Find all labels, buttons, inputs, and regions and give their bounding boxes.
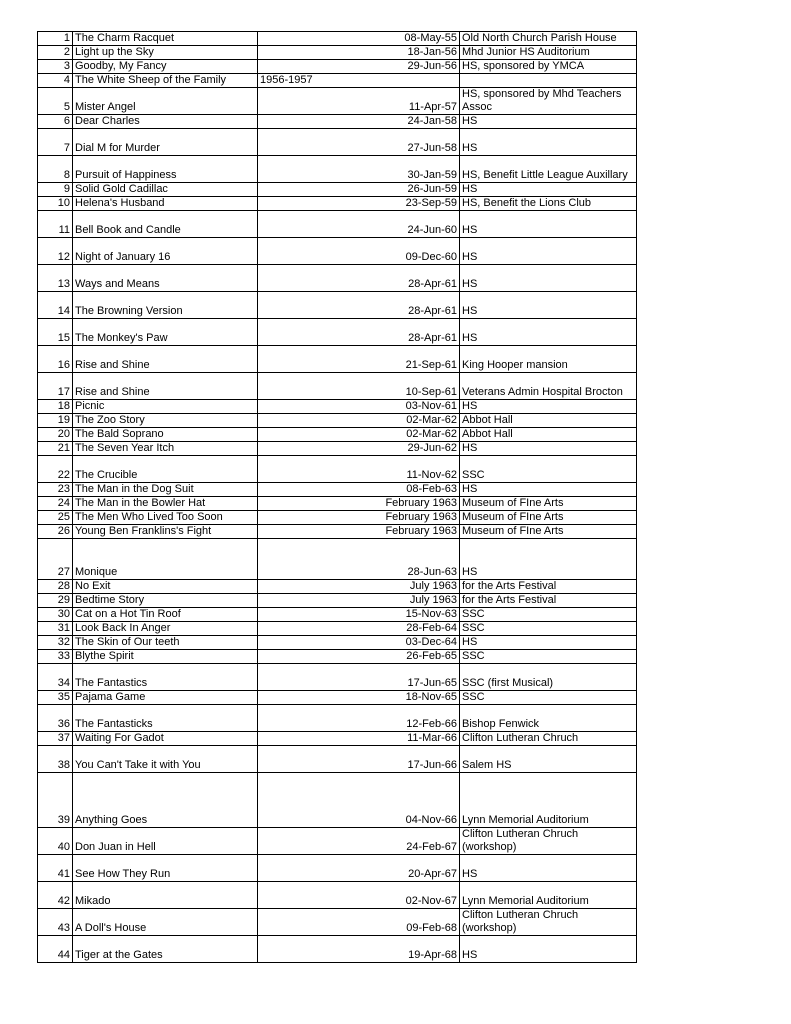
row-number: 30	[38, 608, 73, 622]
play-title: Goodby, My Fancy	[73, 60, 258, 74]
performance-date: 02-Nov-67	[258, 882, 460, 909]
row-number: 4	[38, 74, 73, 88]
row-number: 28	[38, 580, 73, 594]
table-row	[38, 442, 637, 456]
table-row	[38, 319, 637, 346]
performance-date: 20-Apr-67	[258, 855, 460, 882]
performance-date: 26-Feb-65	[258, 650, 460, 664]
venue: for the Arts Festival	[460, 580, 637, 594]
venue: Museum of FIne Arts	[460, 525, 637, 539]
table-row	[38, 936, 637, 963]
play-title: Solid Gold Cadillac	[73, 183, 258, 197]
performance-date: 09-Dec-60	[258, 238, 460, 265]
venue: Lynn Memorial Auditorium	[460, 773, 637, 828]
row-number: 16	[38, 346, 73, 373]
performance-date: 03-Dec-64	[258, 636, 460, 650]
row-number: 43	[38, 909, 73, 936]
row-number: 42	[38, 882, 73, 909]
performance-date: 24-Jan-58	[258, 115, 460, 129]
table-row	[38, 483, 637, 497]
row-number: 40	[38, 828, 73, 855]
play-title: Mikado	[73, 882, 258, 909]
table-row	[38, 882, 637, 909]
venue: HS	[460, 319, 637, 346]
table-row	[38, 183, 637, 197]
table-row	[38, 414, 637, 428]
table-row	[38, 580, 637, 594]
table-row	[38, 828, 637, 855]
play-title: No Exit	[73, 580, 258, 594]
row-number: 2	[38, 46, 73, 60]
table-row	[38, 292, 637, 319]
row-number: 33	[38, 650, 73, 664]
venue: HS	[460, 442, 637, 456]
venue: HS	[460, 636, 637, 650]
table-row	[38, 346, 637, 373]
performance-date: February 1963	[258, 511, 460, 525]
play-title: Don Juan in Hell	[73, 828, 258, 855]
row-number: 29	[38, 594, 73, 608]
venue: SSC	[460, 622, 637, 636]
performance-date: 02-Mar-62	[258, 414, 460, 428]
venue: SSC	[460, 456, 637, 483]
table-row	[38, 511, 637, 525]
venue: HS, Benefit Little League Auxillary	[460, 156, 637, 183]
table-row	[38, 115, 637, 129]
table-row	[38, 238, 637, 265]
venue	[460, 74, 637, 88]
performance-date: 28-Apr-61	[258, 292, 460, 319]
row-number: 25	[38, 511, 73, 525]
row-number: 6	[38, 115, 73, 129]
play-title: Cat on a Hot Tin Roof	[73, 608, 258, 622]
table-row	[38, 539, 637, 580]
performance-date: 17-Jun-66	[258, 746, 460, 773]
play-title: Bell Book and Candle	[73, 211, 258, 238]
venue: HS	[460, 483, 637, 497]
performance-date: 21-Sep-61	[258, 346, 460, 373]
row-number: 19	[38, 414, 73, 428]
play-title: Ways and Means	[73, 265, 258, 292]
venue: Salem HS	[460, 746, 637, 773]
venue: HS	[460, 539, 637, 580]
venue: SSC	[460, 691, 637, 705]
play-title: Monique	[73, 539, 258, 580]
play-title: Light up the Sky	[73, 46, 258, 60]
table-row	[38, 525, 637, 539]
table-row	[38, 129, 637, 156]
performance-date: February 1963	[258, 497, 460, 511]
row-number: 21	[38, 442, 73, 456]
table-row	[38, 456, 637, 483]
venue: HS, sponsored by YMCA	[460, 60, 637, 74]
play-title: The Skin of Our teeth	[73, 636, 258, 650]
row-number: 35	[38, 691, 73, 705]
play-title: The Bald Soprano	[73, 428, 258, 442]
row-number: 12	[38, 238, 73, 265]
venue: HS	[460, 265, 637, 292]
row-number: 26	[38, 525, 73, 539]
table-row	[38, 88, 637, 115]
play-title: The Fantastics	[73, 664, 258, 691]
play-title: The White Sheep of the Family	[73, 74, 258, 88]
table-row	[38, 650, 637, 664]
performance-date: 03-Nov-61	[258, 400, 460, 414]
row-number: 13	[38, 265, 73, 292]
venue: Mhd Junior HS Auditorium	[460, 46, 637, 60]
venue: Museum of FIne Arts	[460, 497, 637, 511]
venue: HS	[460, 115, 637, 129]
play-title: The Monkey's Paw	[73, 319, 258, 346]
performance-date: 24-Jun-60	[258, 211, 460, 238]
row-number: 17	[38, 373, 73, 400]
row-number: 31	[38, 622, 73, 636]
play-title: Dear Charles	[73, 115, 258, 129]
table-row	[38, 636, 637, 650]
performance-date: 12-Feb-66	[258, 705, 460, 732]
play-title: Look Back In Anger	[73, 622, 258, 636]
productions-sheet	[37, 31, 637, 963]
play-title: Night of January 16	[73, 238, 258, 265]
venue: HS	[460, 183, 637, 197]
row-number: 36	[38, 705, 73, 732]
venue: SSC (first Musical)	[460, 664, 637, 691]
row-number: 41	[38, 855, 73, 882]
venue: Lynn Memorial Auditorium	[460, 882, 637, 909]
venue: Bishop Fenwick	[460, 705, 637, 732]
venue: Abbot Hall	[460, 428, 637, 442]
table-row	[38, 46, 637, 60]
row-number: 18	[38, 400, 73, 414]
venue: for the Arts Festival	[460, 594, 637, 608]
venue: Veterans Admin Hospital Brocton	[460, 373, 637, 400]
table-row	[38, 60, 637, 74]
play-title: Anything Goes	[73, 773, 258, 828]
table-row	[38, 373, 637, 400]
performance-date: 18-Jan-56	[258, 46, 460, 60]
play-title: Mister Angel	[73, 88, 258, 115]
play-title: Bedtime Story	[73, 594, 258, 608]
venue: Clifton Lutheran Chruch	[460, 732, 637, 746]
venue: Museum of FIne Arts	[460, 511, 637, 525]
row-number: 34	[38, 664, 73, 691]
performance-date: 29-Jun-56	[258, 60, 460, 74]
row-number: 8	[38, 156, 73, 183]
play-title: Dial M for Murder	[73, 129, 258, 156]
performance-date: 27-Jun-58	[258, 129, 460, 156]
play-title: Blythe Spirit	[73, 650, 258, 664]
table-row	[38, 400, 637, 414]
venue: HS	[460, 238, 637, 265]
venue: HS	[460, 211, 637, 238]
play-title: Helena's Husband	[73, 197, 258, 211]
table-row	[38, 746, 637, 773]
row-number: 32	[38, 636, 73, 650]
row-number: 44	[38, 936, 73, 963]
play-title: A Doll's House	[73, 909, 258, 936]
performance-date: 28-Feb-64	[258, 622, 460, 636]
row-number: 3	[38, 60, 73, 74]
performance-date: July 1963	[258, 594, 460, 608]
performance-date: 28-Apr-61	[258, 319, 460, 346]
performance-date: July 1963	[258, 580, 460, 594]
play-title: The Zoo Story	[73, 414, 258, 428]
venue: HS	[460, 936, 637, 963]
play-title: Waiting For Gadot	[73, 732, 258, 746]
table-row	[38, 74, 637, 88]
venue: HS	[460, 855, 637, 882]
venue: King Hooper mansion	[460, 346, 637, 373]
play-title: Young Ben Franklins's Fight	[73, 525, 258, 539]
row-number: 22	[38, 456, 73, 483]
play-title: The Fantasticks	[73, 705, 258, 732]
row-number: 5	[38, 88, 73, 115]
play-title: Pajama Game	[73, 691, 258, 705]
play-title: Rise and Shine	[73, 373, 258, 400]
table-row	[38, 622, 637, 636]
row-number: 38	[38, 746, 73, 773]
venue: HS	[460, 400, 637, 414]
table-row	[38, 32, 637, 46]
table-row	[38, 732, 637, 746]
play-title: Picnic	[73, 400, 258, 414]
venue: HS	[460, 292, 637, 319]
play-title: See How They Run	[73, 855, 258, 882]
table-row	[38, 211, 637, 238]
venue: Old North Church Parish House	[460, 32, 637, 46]
performance-date: 19-Apr-68	[258, 936, 460, 963]
productions-table-body	[38, 32, 637, 963]
row-number: 1	[38, 32, 73, 46]
performance-date: 08-Feb-63	[258, 483, 460, 497]
performance-date: 15-Nov-63	[258, 608, 460, 622]
venue: Clifton Lutheran Chruch (workshop)	[460, 909, 637, 936]
play-title: The Man in the Dog Suit	[73, 483, 258, 497]
performance-date: 26-Jun-59	[258, 183, 460, 197]
performance-date: 18-Nov-65	[258, 691, 460, 705]
productions-table	[37, 31, 637, 963]
row-number: 11	[38, 211, 73, 238]
table-row	[38, 855, 637, 882]
performance-date: 09-Feb-68	[258, 909, 460, 936]
play-title: The Browning Version	[73, 292, 258, 319]
table-row	[38, 691, 637, 705]
performance-date: 28-Apr-61	[258, 265, 460, 292]
venue: HS, Benefit the Lions Club	[460, 197, 637, 211]
table-row	[38, 608, 637, 622]
performance-date: 24-Feb-67	[258, 828, 460, 855]
performance-date: 17-Jun-65	[258, 664, 460, 691]
table-row	[38, 428, 637, 442]
performance-date: 23-Sep-59	[258, 197, 460, 211]
table-row	[38, 909, 637, 936]
performance-date: 10-Sep-61	[258, 373, 460, 400]
row-number: 20	[38, 428, 73, 442]
play-title: The Crucible	[73, 456, 258, 483]
row-number: 9	[38, 183, 73, 197]
venue: Clifton Lutheran Chruch (workshop)	[460, 828, 637, 855]
performance-date: 02-Mar-62	[258, 428, 460, 442]
row-number: 14	[38, 292, 73, 319]
table-row	[38, 265, 637, 292]
row-number: 7	[38, 129, 73, 156]
row-number: 10	[38, 197, 73, 211]
table-row	[38, 197, 637, 211]
row-number: 15	[38, 319, 73, 346]
performance-date: 11-Apr-57	[258, 88, 460, 115]
performance-date: 11-Nov-62	[258, 456, 460, 483]
performance-date: 1956-1957	[258, 74, 460, 88]
venue: HS	[460, 129, 637, 156]
row-number: 39	[38, 773, 73, 828]
table-row	[38, 773, 637, 828]
performance-date: 28-Jun-63	[258, 539, 460, 580]
row-number: 37	[38, 732, 73, 746]
venue: HS, sponsored by Mhd Teachers Assoc	[460, 88, 637, 115]
play-title: Pursuit of Happiness	[73, 156, 258, 183]
row-number: 24	[38, 497, 73, 511]
performance-date: 29-Jun-62	[258, 442, 460, 456]
venue: SSC	[460, 608, 637, 622]
performance-date: 11-Mar-66	[258, 732, 460, 746]
row-number: 23	[38, 483, 73, 497]
venue: Abbot Hall	[460, 414, 637, 428]
row-number: 27	[38, 539, 73, 580]
table-row	[38, 594, 637, 608]
play-title: The Seven Year Itch	[73, 442, 258, 456]
play-title: The Charm Racquet	[73, 32, 258, 46]
play-title: The Man in the Bowler Hat	[73, 497, 258, 511]
table-row	[38, 497, 637, 511]
play-title: Rise and Shine	[73, 346, 258, 373]
performance-date: 08-May-55	[258, 32, 460, 46]
performance-date: February 1963	[258, 525, 460, 539]
venue: SSC	[460, 650, 637, 664]
table-row	[38, 156, 637, 183]
performance-date: 30-Jan-59	[258, 156, 460, 183]
play-title: You Can't Take it with You	[73, 746, 258, 773]
performance-date: 04-Nov-66	[258, 773, 460, 828]
table-row	[38, 705, 637, 732]
table-row	[38, 664, 637, 691]
play-title: The Men Who Lived Too Soon	[73, 511, 258, 525]
play-title: Tiger at the Gates	[73, 936, 258, 963]
